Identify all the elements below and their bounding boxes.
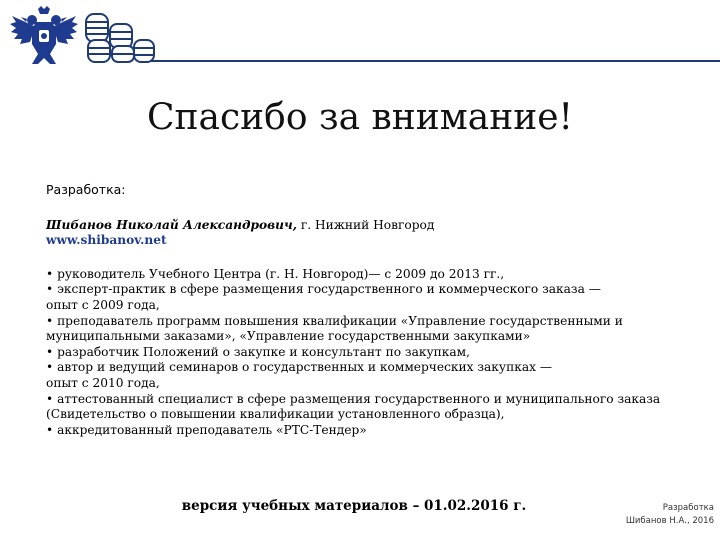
bio-line: муниципальными заказами», «Управление государственными закупками» — [46, 329, 531, 344]
dev-label: Разработка: — [46, 182, 126, 197]
author-city: г. Нижний Новгород — [296, 217, 435, 232]
bio-line: • автор и ведущий семинаров о государственных и коммерческих закупках — — [46, 360, 553, 375]
footer-credit — [626, 502, 714, 528]
double-headed-eagle-icon — [8, 6, 80, 68]
page-title: Спасибо за внимание! — [147, 97, 573, 138]
bio-line: опыт с 2010 года, — [46, 375, 160, 390]
bio-line: • аккредитованный преподаватель «РТС-Тендер» — [46, 422, 367, 437]
bio-line: • аттестованный специалист в сфере размещения государственного и муниципального заказа — [46, 391, 661, 406]
author-info — [46, 182, 696, 438]
bio-line: • преподаватель программ повышения квалификации «Управление государственными и — [46, 313, 623, 328]
author-line — [46, 218, 696, 234]
header-rule — [150, 60, 720, 62]
bio-line: опыт с 2009 года, — [46, 297, 160, 312]
bio-line: • руководитель Учебного Центра (г. Н. Новгород)— с 2009 до 2013 гг., — [46, 266, 505, 281]
version-text: версия учебных материалов – 01.02.2016 г. — [181, 498, 527, 514]
bio-line: • эксперт-практик в сфере размещения государственного и коммерческого заказа — — [46, 282, 601, 297]
coin-stacks-icon — [82, 10, 156, 66]
bio-line: • разработчик Положений о закупке и консультант по закупкам, — [46, 344, 470, 359]
version-note — [0, 498, 714, 514]
bio-line: (Свидетельство о повышении квалификации установленного образца), — [46, 407, 505, 422]
footer-line: Разработка — [662, 503, 714, 513]
author-name: Шибанов Николай Александрович, — [46, 217, 297, 232]
bio-list — [46, 267, 696, 439]
footer-line: Шибанов Н.А., 2016 — [625, 516, 714, 526]
website-link[interactable]: www.shibanov.net — [46, 233, 167, 248]
